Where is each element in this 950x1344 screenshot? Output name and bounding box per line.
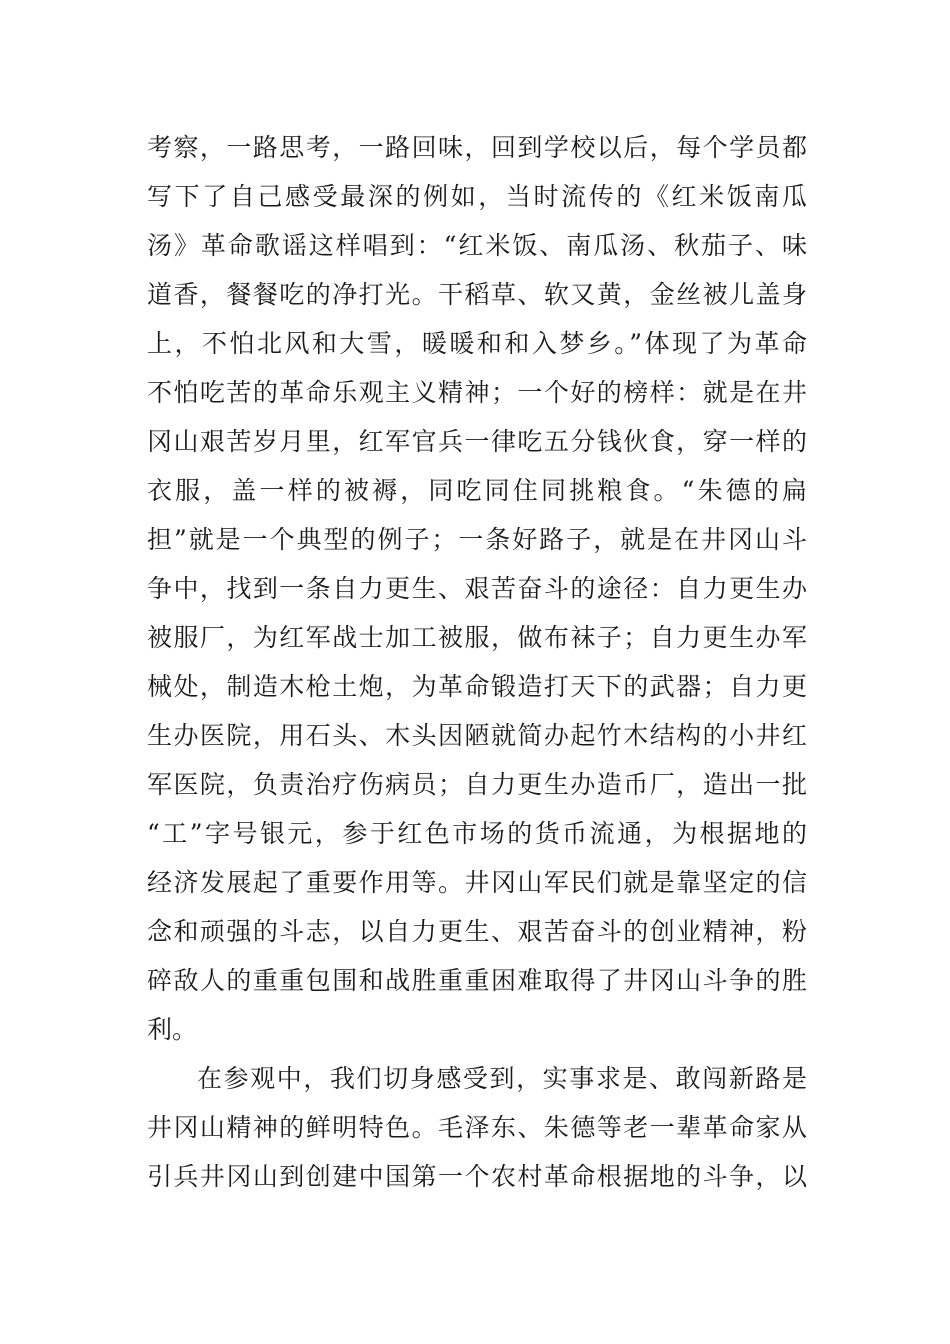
- text-line: 引兵井冈山到创建中国第一个农村革命根据地的斗争，以: [147, 1162, 807, 1191]
- text-line: 道香，餐餐吃的净打光。干稻草、软又黄，金丝被儿盖身: [147, 280, 807, 309]
- text-line: 碎敌人的重重包围和战胜重重困难取得了井冈山斗争的胜: [147, 966, 807, 995]
- text-line: 械处，制造木枪土炮，为革命锻造打天下的武器；自力更: [147, 672, 807, 701]
- text-line: 生办医院，用石头、木头因陋就简办起竹木结构的小井红: [147, 721, 807, 750]
- text-line: 军医院，负责治疗伤病员；自力更生办造币厂，造出一批: [147, 770, 807, 799]
- paragraph-end-line: 利。: [147, 1015, 198, 1044]
- body-text: [147, 123, 807, 1201]
- text-line: 被服厂，为红军战士加工被服，做布袜子；自力更生办军: [147, 623, 807, 652]
- text-line: 冈山艰苦岁月里，红军官兵一律吃五分钱伙食，穿一样的: [147, 427, 807, 456]
- text-line: 衣服，盖一样的被褥，同吃同住同挑粮食。“朱德的扁: [147, 476, 807, 505]
- text-line: 上，不怕北风和大雪，暖暖和和入梦乡。”体现了为革命: [147, 329, 807, 358]
- text-line: 写下了自己感受最深的例如，当时流传的《红米饭南瓜: [147, 182, 807, 211]
- text-line: 争中，找到一条自力更生、艰苦奋斗的途径：自力更生办: [147, 574, 807, 603]
- text-line: “工”字号银元，参于红色市场的货币流通，为根据地的: [147, 819, 807, 848]
- text-line: 不怕吃苦的革命乐观主义精神；一个好的榜样：就是在井: [147, 378, 807, 407]
- text-line: 经济发展起了重要作用等。井冈山军民们就是靠坚定的信: [147, 868, 807, 897]
- text-line: 念和顽强的斗志，以自力更生、艰苦奋斗的创业精神，粉: [147, 917, 807, 946]
- text-line: 考察，一路思考，一路回味，回到学校以后，每个学员都: [147, 133, 807, 162]
- text-line: 井冈山精神的鲜明特色。毛泽东、朱德等老一辈革命家从: [147, 1113, 807, 1142]
- text-line: 汤》革命歌谣这样唱到：“红米饭、南瓜汤、秋茄子、味: [147, 231, 807, 260]
- text-line: 担”就是一个典型的例子；一条好路子，就是在井冈山斗: [147, 525, 807, 554]
- paragraph-start-line: 在参观中，我们切身感受到，实事求是、敢闯新路是: [197, 1064, 807, 1093]
